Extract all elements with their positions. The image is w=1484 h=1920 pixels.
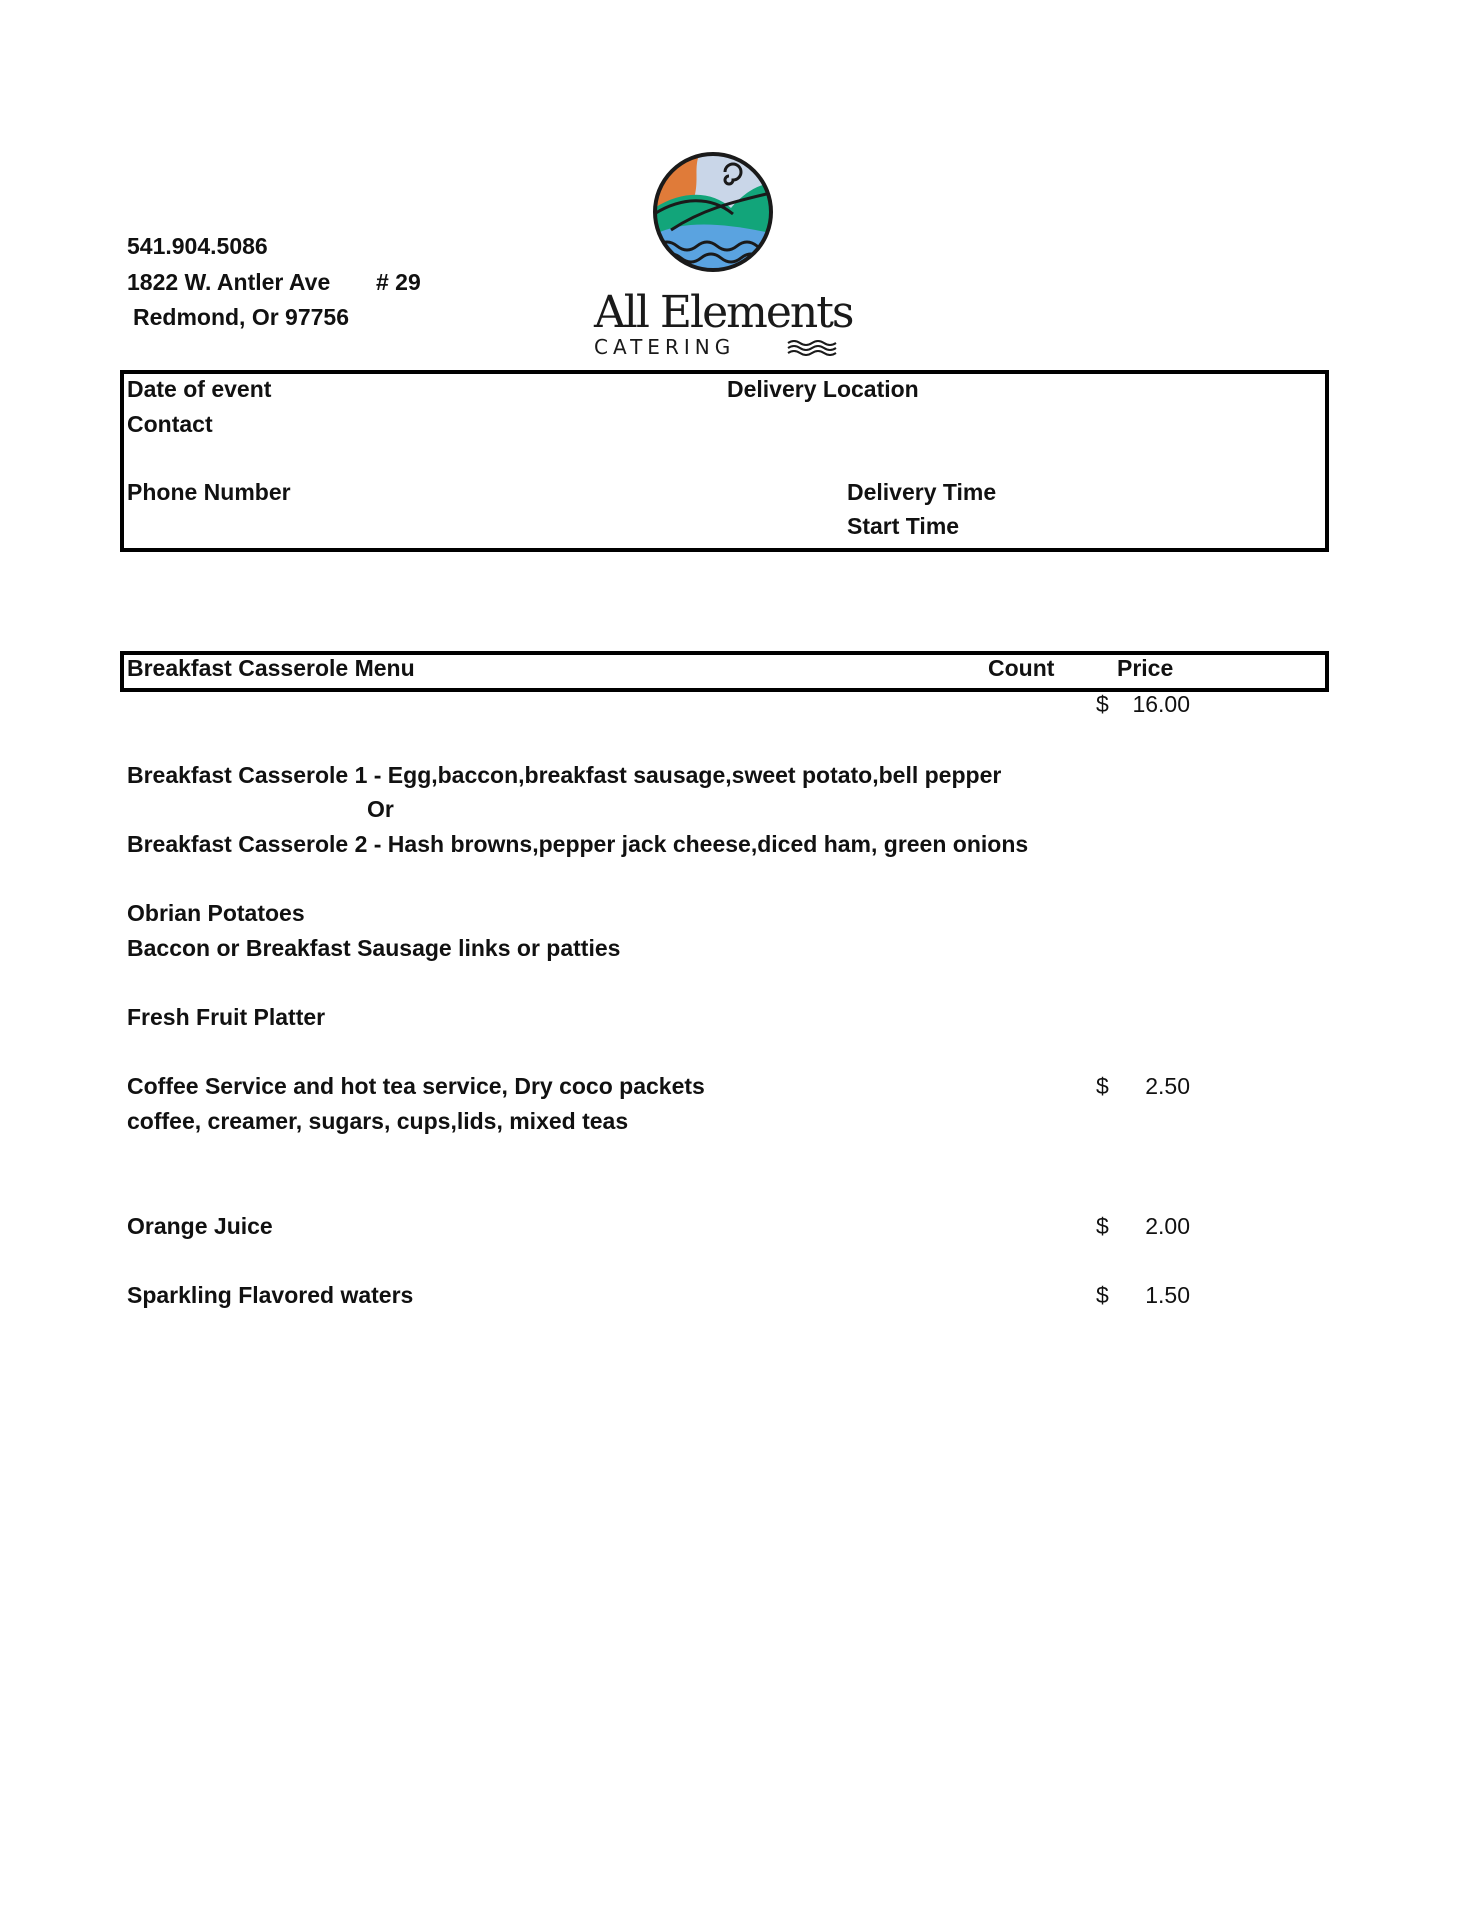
menu-item-potatoes: Obrian Potatoes <box>127 900 305 926</box>
menu-item-casserole-1: Breakfast Casserole 1 - Egg,baccon,breakfast sausage,sweet potato,bell pepper <box>127 762 1002 788</box>
addon-coffee-price: 2.50 <box>1145 1073 1190 1099</box>
company-city: Redmond, Or 97756 <box>133 304 350 330</box>
addon-orange-juice-price: 2.00 <box>1145 1213 1190 1239</box>
addon-coffee-currency: $ <box>1096 1073 1109 1099</box>
menu-title: Breakfast Casserole Menu <box>127 655 415 681</box>
event-info-box <box>120 370 1329 552</box>
price-column-header: Price <box>1117 655 1174 681</box>
logo-name: All Elements <box>594 287 853 338</box>
menu-item-or: Or <box>367 796 394 822</box>
menu-item-meats: Baccon or Breakfast Sausage links or patties <box>127 935 621 961</box>
date-of-event-label: Date of event <box>127 376 272 402</box>
phone-number-label: Phone Number <box>127 479 291 505</box>
delivery-location-label: Delivery Location <box>727 376 919 402</box>
menu-item-fruit: Fresh Fruit Platter <box>127 1004 326 1030</box>
count-column-header: Count <box>988 655 1055 681</box>
company-unit: # 29 <box>376 269 421 295</box>
company-logo <box>594 150 853 360</box>
addon-sparkling-waters: Sparkling Flavored waters <box>127 1282 414 1308</box>
logo-waves-icon <box>786 338 844 356</box>
start-time-label: Start Time <box>847 513 960 539</box>
delivery-time-label: Delivery Time <box>847 479 997 505</box>
addon-coffee-detail: coffee, creamer, sugars, cups,lids, mixed teas <box>127 1108 629 1134</box>
logo-emblem-icon <box>651 150 775 274</box>
addon-sparkling-waters-price: 1.50 <box>1145 1282 1190 1308</box>
contact-label: Contact <box>127 411 213 437</box>
logo-sub: CATERING <box>594 335 736 359</box>
menu-item-casserole-2: Breakfast Casserole 2 - Hash browns,pepper jack cheese,diced ham, green onions <box>127 831 1029 857</box>
addon-orange-juice-currency: $ <box>1096 1213 1109 1239</box>
addon-coffee-service: Coffee Service and hot tea service, Dry coco packets <box>127 1073 705 1099</box>
company-address: 1822 W. Antler Ave <box>127 269 331 295</box>
base-price-currency: $ <box>1096 691 1109 717</box>
company-phone: 541.904.5086 <box>127 233 268 259</box>
addon-sparkling-waters-currency: $ <box>1096 1282 1109 1308</box>
base-price-amount: 16.00 <box>1132 691 1190 717</box>
addon-orange-juice: Orange Juice <box>127 1213 273 1239</box>
